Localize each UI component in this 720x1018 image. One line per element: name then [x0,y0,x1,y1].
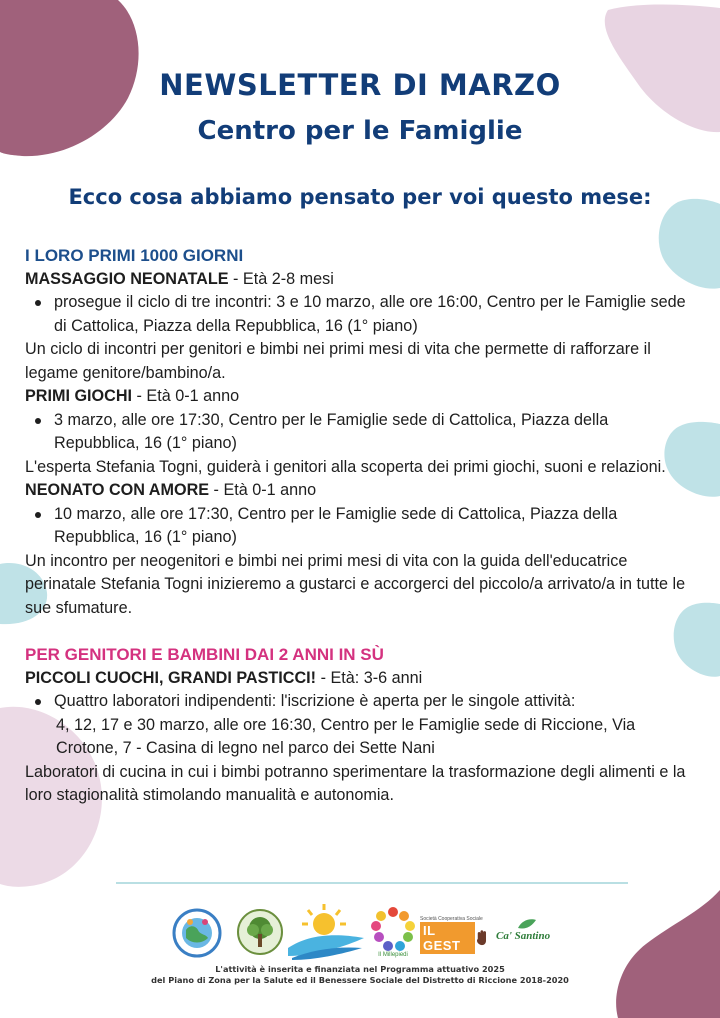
event-details: prosegue il ciclo di tre incontri: 3 e 10 marzo, alle ore 16:00, Centro per le Famiglie sede di Cattolica, Piazza della Repubblica, 16 (1° piano) [25,291,695,338]
event-massaggio-neonatale [25,268,695,386]
event-description: Un ciclo di incontri per genitori e bimbi nei primi mesi di vita che permette di rafforzare il legame genitore/bambino/a. [25,340,651,382]
event-neonato-con-amore [25,479,695,620]
newsletter-body [25,244,695,808]
partner-logos [0,900,720,962]
il-gesto-caption: Società Cooperativa Sociale [420,916,483,922]
footer-note [0,964,720,986]
centro-famiglie-logo [172,908,222,958]
event-age: - Età 0-1 anno [132,387,240,405]
event-title: PRIMI GIOCHI [25,387,133,405]
il-gesto-label: IL GEST [420,922,475,954]
footer-divider [116,882,628,884]
event-piccoli-cuochi [25,667,695,808]
millepiedi-logo [370,906,416,958]
event-details-list [25,409,695,456]
ca-santino-label: Ca' Santino [496,930,551,942]
footer-line-2: del Piano di Zona per la Salute ed il Benessere Sociale del Distretto di Riccione 2018-2020 [151,975,569,985]
event-details: 10 marzo, alle ore 17:30, Centro per le Famiglie sede di Cattolica, Piazza della Repubblica, 16 (1° piano) [25,503,695,550]
event-details-list [25,690,695,714]
hand-icon [475,929,490,947]
millepiedi-logo-text: Il Millepiedi [378,952,408,958]
section-heading-primi-1000-giorni: I LORO PRIMI 1000 GIORNI [25,246,244,265]
event-description: L'esperta Stefania Togni, guiderà i genitori alla scoperta dei primi giochi, suoni e relazioni. [25,457,666,476]
footer-line-1: L'attività è inserita e finanziata nel Programma attuativo 2025 [215,964,505,974]
newsletter-subtitle: Centro per le Famiglie [197,116,523,146]
newsletter-title: NEWSLETTER DI MARZO [159,68,561,102]
event-details-list [25,503,695,550]
event-header [25,268,695,292]
event-description: Un incontro per neogenitori e bimbi nei primi mesi di vita con la guida dell'educatrice perinatale Stefania Togni inizieremo a gustarci e accorgerci del piccolo/a arrivato/a in tutte le sue sfumature. [25,551,686,617]
il-gesto-logo [420,916,490,953]
event-details: 3 marzo, alle ore 17:30, Centro per le Famiglie sede di Cattolica, Piazza della Repubblica, 16 (1° piano) [25,409,695,456]
event-header [25,479,695,503]
intro-line: Ecco cosa abbiamo pensato per voi questo mese: [68,185,652,209]
section-heading-genitori-bambini: PER GENITORI E BAMBINI DAI 2 ANNI IN SÙ [25,645,384,664]
event-age: - Età 2-8 mesi [228,269,334,288]
event-details-extra: 4, 12, 17 e 30 marzo, alle ore 16:30, Centro per le Famiglie sede di Riccione, Via Crotone, 7 - Casina di legno nel parco dei Sette Nani [56,715,636,757]
event-title: PICCOLI CUOCHI, GRANDI PASTICCI! [25,668,317,687]
event-description: Laboratori di cucina in cui i bimbi potranno sperimentare la trasformazione degli alimenti e la loro stagionalità stimolando manualità e autonomia. [25,762,686,804]
event-details: Quattro laboratori indipendenti: l'iscrizione è aperta per le singole attività: [25,690,695,714]
event-title: MASSAGGIO NEONATALE [25,269,229,288]
leaf-icon [516,918,538,930]
event-header [25,667,695,691]
sun-logo [286,902,366,962]
event-details-list [25,291,695,338]
event-title: NEONATO CON AMORE [25,481,210,499]
tree-logo [236,908,284,956]
ca-santino-logo [496,918,556,948]
section-gap [25,620,695,643]
event-age: - Età: 3-6 anni [316,668,423,687]
event-age: - Età 0-1 anno [209,481,317,499]
event-header [25,385,695,409]
event-primi-giochi [25,385,695,479]
